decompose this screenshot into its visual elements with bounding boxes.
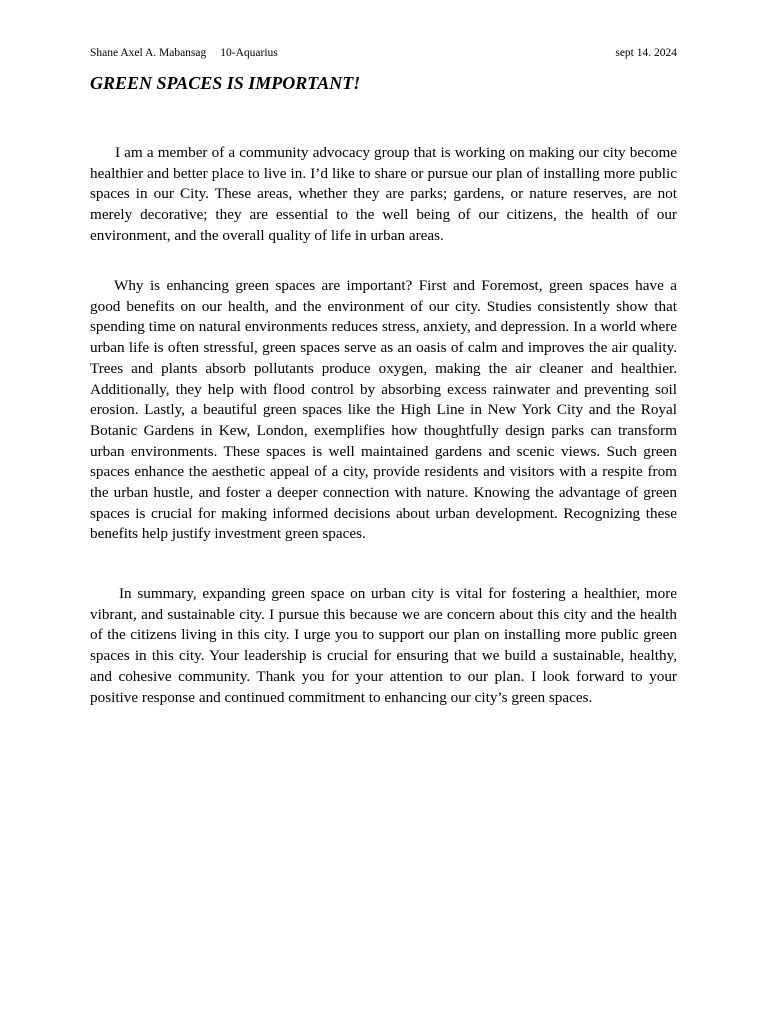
- paragraph-introduction: I am a member of a community advocacy group that is working on making our city become healthier and better place to live in. I’d like to share or pursue our plan of installing more public spaces in our City. These areas, whether they are parks; gardens, or nature reserves, are not merely decorative; they are essential to the well being of our citizens, the health of our environment, and the overall quality of life in urban areas.: [90, 144, 677, 244]
- paragraph-body: Why is enhancing green spaces are important? First and Foremost, green spaces have a good benefits on our health, and the environment of our city. Studies consistently show that spending time on natural environments reduces stress, anxiety, and depression. In a world where urban life is often stressful, green spaces serve as an oasis of calm and improves the air quality. Trees and plants absorb pollutants produce oxygen, making the air cleaner and healthier. Additionally, they help with flood control by absorbing excess rainwater and preventing soil erosion. Lastly, a beautiful green spaces like the High Line in New York City and the Royal Botanic Gardens in Kew, London, exemplifies how thoughtfully design parks can transform urban environments. These spaces is well maintained gardens and scenic views. Such green spaces enhance the aesthetic appeal of a city, provide residents and visitors with a respite from the urban hustle, and foster a deeper connection with nature. Knowing the advantage of green spaces is crucial for making informed decisions about urban development. Recognizing these benefits help justify investment green spaces.: [90, 277, 677, 543]
- document-date: sept 14. 2024: [615, 47, 677, 59]
- author-name: Shane Axel A. Mabansag: [90, 47, 207, 59]
- document-title: GREEN SPACES IS IMPORTANT!: [90, 73, 361, 93]
- header-author-line: [90, 45, 278, 61]
- class-name: 10-Aquarius: [220, 47, 278, 59]
- paragraph-conclusion: In summary, expanding green space on urban city is vital for fostering a healthier, more vibrant, and sustainable city. I pursue this because we are concern about this city and the health of the citizens living in this city. I urge you to support our plan on installing more public green spaces in this city. Your leadership is crucial for ensuring that we build a sustainable, healthy, and cohesive community. Thank you for your attention to our plan. I look forward to your positive response and continued commitment to enhancing our city’s green spaces.: [90, 585, 677, 706]
